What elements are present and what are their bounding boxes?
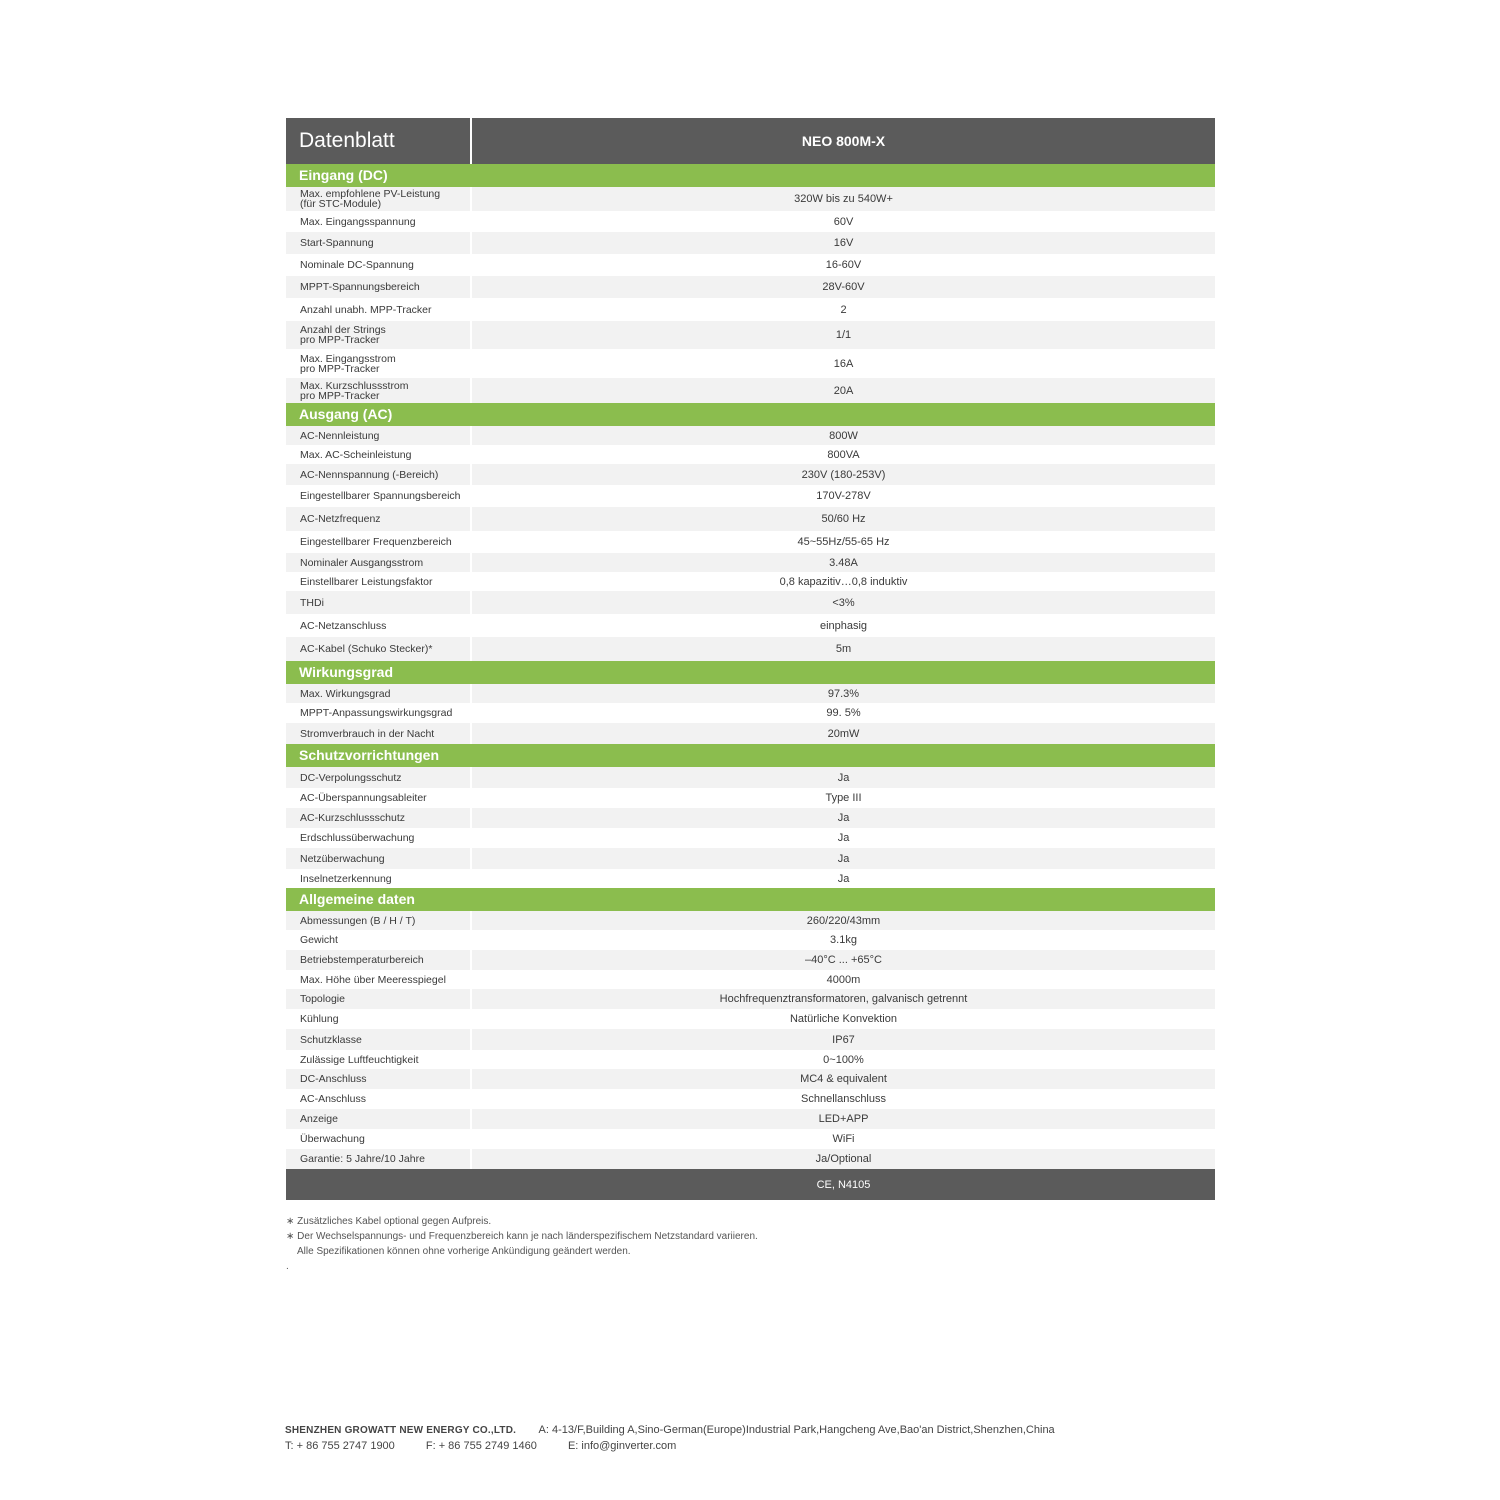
spec-label	[286, 1029, 472, 1050]
spec-label	[286, 1109, 472, 1129]
spec-label	[286, 591, 472, 614]
table-row	[286, 1109, 1215, 1129]
table-row	[286, 614, 1215, 637]
spec-label-text: Max. empfohlene PV-Leistung (für STC-Module)	[300, 188, 441, 210]
spec-label-text: AC-Nennspannung (-Bereich)	[300, 468, 439, 481]
table-row	[286, 531, 1215, 553]
spec-value: Ja	[837, 872, 850, 885]
spec-value: IP67	[832, 1033, 855, 1046]
table-row	[286, 321, 1215, 349]
table-row	[286, 232, 1215, 254]
spec-label	[286, 531, 472, 553]
spec-label	[286, 349, 472, 378]
spec-label	[286, 950, 472, 970]
spec-value: <3%	[832, 596, 855, 609]
spec-label-text: Max. Höhe über Meeresspiegel	[300, 973, 446, 986]
spec-label-text: AC-Kurzschlussschutz	[300, 812, 406, 824]
table-row	[286, 1069, 1215, 1089]
spec-label	[286, 507, 472, 531]
spec-value: Ja	[837, 852, 850, 865]
spec-value: 2	[840, 303, 847, 316]
table-row	[286, 989, 1215, 1009]
spec-label	[286, 1050, 472, 1069]
table-row	[286, 591, 1215, 614]
section-header: Allgemeine daten	[286, 888, 1215, 911]
spec-label-text: Nominaler Ausgangsstrom	[300, 556, 424, 569]
spec-value: 260/220/43mm	[806, 914, 881, 927]
spec-label-text: Max. Eingangsspannung	[300, 215, 416, 228]
spec-label-text: Garantie: 5 Jahre/10 Jahre	[300, 1153, 425, 1165]
spec-label	[286, 211, 472, 232]
table-row	[286, 1009, 1215, 1029]
spec-value: 99. 5%	[826, 707, 861, 719]
spec-label-text: AC-Netzanschluss	[300, 619, 387, 632]
section-header: Wirkungsgrad	[286, 661, 1215, 684]
spec-value: 97.3%	[827, 687, 860, 700]
footnote-cable: ∗ Zusätzliches Kabel optional gegen Aufpreis.	[286, 1216, 492, 1227]
footnote-dot: .	[286, 1261, 289, 1272]
spec-value: 60V	[833, 215, 854, 228]
spec-label-text: Max. Wirkungsgrad	[300, 687, 391, 700]
company-line	[285, 1424, 1055, 1436]
spec-label	[286, 254, 472, 276]
spec-label	[286, 485, 472, 507]
spec-label-text: Nominale DC-Spannung	[300, 259, 414, 271]
spec-label	[286, 1149, 472, 1169]
spec-value: 16-60V	[825, 259, 862, 271]
table-row	[286, 869, 1215, 888]
spec-value: 320W bis zu 540W+	[794, 193, 893, 205]
spec-label	[286, 1069, 472, 1089]
table-row	[286, 211, 1215, 232]
spec-label	[286, 684, 472, 703]
spec-label	[286, 788, 472, 808]
spec-label-text: Anzeige	[300, 1113, 338, 1125]
spec-label	[286, 930, 472, 950]
spec-value: Ja	[837, 832, 850, 844]
table-row	[286, 507, 1215, 531]
spec-value: 0~100%	[823, 1053, 864, 1066]
spec-label	[286, 464, 472, 485]
table-row	[286, 254, 1215, 276]
spec-label-text: Netzüberwachung	[300, 852, 385, 865]
spec-label	[286, 276, 472, 298]
table-row	[286, 485, 1215, 507]
phone: T: + 86 755 2747 1900	[285, 1440, 395, 1452]
spec-label-text: MPPT-Anpassungswirkungsgrad	[300, 707, 453, 719]
table-row	[286, 187, 1215, 211]
spec-label-text: Max. Eingangsstrom pro MPP-Tracker	[300, 352, 396, 375]
certification-value: CE, N4105	[816, 1178, 871, 1191]
spec-value: 16V	[833, 237, 854, 249]
email: E: info@ginverter.com	[567, 1440, 677, 1452]
table-row	[286, 1029, 1215, 1050]
spec-label	[286, 869, 472, 888]
datasheet-table	[286, 118, 1215, 1200]
table-row	[286, 349, 1215, 378]
table-row	[286, 276, 1215, 298]
spec-value: 4000m	[826, 973, 861, 986]
contact-line	[285, 1440, 704, 1452]
spec-value: Ja/Optional	[815, 1153, 872, 1165]
spec-label-text: Start-Spannung	[300, 237, 374, 249]
spec-value: 50/60 Hz	[821, 513, 866, 525]
spec-value: 230V (180-253V)	[801, 468, 886, 481]
footnote-standard: ∗ Der Wechselspannungs- und Frequenzbereich kann je nach länderspezifischem Netzstandard variieren. Alle Spezifikationen können ohne vorherige Ankündigung geändert werden.	[286, 1231, 758, 1257]
table-row	[286, 445, 1215, 464]
table-row	[286, 703, 1215, 723]
spec-label-text: AC-Netzfrequenz	[300, 513, 381, 525]
spec-label	[286, 298, 472, 321]
spec-label-text: Stromverbrauch in der Nacht	[300, 727, 435, 740]
table-row	[286, 1050, 1215, 1069]
spec-value: Ja	[837, 771, 850, 784]
spec-label-text: Schutzklasse	[300, 1033, 362, 1046]
spec-label	[286, 378, 472, 403]
table-row	[286, 930, 1215, 950]
spec-label-text: Eingestellbarer Spannungsbereich	[300, 490, 461, 502]
sections	[286, 164, 1215, 1169]
section-header: Schutzvorrichtungen	[286, 744, 1215, 767]
table-row	[286, 808, 1215, 828]
spec-value: LED+APP	[818, 1113, 869, 1125]
spec-label-text: AC-Anschluss	[300, 1093, 366, 1105]
section-header: Ausgang (AC)	[286, 403, 1215, 426]
spec-label-text: Eingestellbarer Frequenzbereich	[300, 536, 452, 548]
spec-value: Hochfrequenztransformatoren, galvanisch getrennt	[719, 993, 968, 1005]
spec-value: 0,8 kapazitiv…0,8 induktiv	[779, 575, 908, 588]
spec-label-text: Anzahl unabh. MPP-Tracker	[300, 303, 432, 316]
spec-label	[286, 321, 472, 349]
table-row	[286, 1129, 1215, 1149]
spec-label	[286, 572, 472, 591]
table-row	[286, 572, 1215, 591]
table-row	[286, 767, 1215, 788]
spec-label	[286, 848, 472, 869]
spec-value: Type III	[825, 792, 862, 804]
spec-label-text: Einstellbarer Leistungsfaktor	[300, 575, 433, 588]
spec-value: 1/1	[835, 329, 852, 341]
spec-value: 16A	[833, 357, 854, 370]
spec-label	[286, 911, 472, 930]
spec-label-text: AC-Nennleistung	[300, 429, 380, 442]
spec-label-text: Abmessungen (B / H / T)	[300, 914, 416, 927]
page-title: Datenblatt	[286, 118, 472, 164]
table-row	[286, 788, 1215, 808]
spec-label	[286, 767, 472, 788]
spec-value: Natürliche Konvektion	[789, 1013, 897, 1025]
spec-value: 5m	[835, 643, 852, 655]
spec-label-text: DC-Anschluss	[300, 1073, 367, 1085]
table-header	[286, 118, 1215, 164]
table-row	[286, 637, 1215, 661]
table-row	[286, 911, 1215, 930]
spec-label-text: AC-Überspannungsableiter	[300, 792, 427, 804]
company-name: SHENZHEN GROWATT NEW ENERGY CO.,LTD.	[285, 1425, 517, 1436]
spec-label-text: Kühlung	[300, 1013, 339, 1025]
spec-label	[286, 426, 472, 445]
spec-label-text: Überwachung	[300, 1133, 365, 1145]
spec-label	[286, 723, 472, 744]
table-row	[286, 1089, 1215, 1109]
spec-label	[286, 553, 472, 572]
model-name: NEO 800M-X	[801, 133, 886, 149]
spec-value: 45~55Hz/55-65 Hz	[797, 536, 890, 548]
spec-label-text: Erdschlussüberwachung	[300, 832, 415, 844]
table-row	[286, 828, 1215, 848]
spec-value: 20mW	[827, 727, 860, 740]
spec-label-text: Zulässige Luftfeuchtigkeit	[300, 1053, 419, 1066]
spec-value: 3.1kg	[830, 934, 857, 946]
spec-label	[286, 1129, 472, 1149]
table-row	[286, 464, 1215, 485]
spec-label	[286, 989, 472, 1009]
table-row	[286, 426, 1215, 445]
spec-label-text: Max. AC-Scheinleistung	[300, 448, 412, 461]
table-row	[286, 378, 1215, 403]
section-header: Eingang (DC)	[286, 164, 1215, 187]
table-row	[286, 723, 1215, 744]
footnotes	[286, 1216, 758, 1276]
spec-label-text: Max. Kurzschlussstrom pro MPP-Tracker	[300, 379, 409, 402]
spec-label-text: Inselnetzerkennung	[300, 872, 392, 885]
spec-value: –40°C ... +65°C	[805, 954, 882, 966]
table-row	[286, 298, 1215, 321]
spec-value: einphasig	[819, 619, 868, 632]
table-row	[286, 970, 1215, 989]
spec-label-text: MPPT-Spannungsbereich	[300, 281, 420, 293]
spec-value: 800W	[829, 429, 858, 442]
spec-value: 20A	[833, 384, 854, 397]
spec-label	[286, 703, 472, 723]
spec-value: Schnellanschluss	[801, 1093, 886, 1105]
spec-label	[286, 1089, 472, 1109]
spec-label	[286, 445, 472, 464]
spec-value: 28V-60V	[822, 281, 865, 293]
spec-label-text: THDi	[300, 596, 324, 609]
spec-label-text: AC-Kabel (Schuko Stecker)*	[300, 643, 433, 655]
spec-value: MC4 & equivalent	[800, 1073, 887, 1085]
spec-label	[286, 828, 472, 848]
table-row	[286, 684, 1215, 703]
spec-label-text: Topologie	[300, 993, 345, 1005]
table-row	[286, 950, 1215, 970]
spec-label	[286, 232, 472, 254]
spec-label	[286, 970, 472, 989]
spec-label	[286, 637, 472, 661]
spec-label	[286, 187, 472, 211]
spec-label-text: Betriebstemperaturbereich	[300, 954, 424, 966]
fax: F: + 86 755 2749 1460	[425, 1440, 537, 1452]
spec-value: 170V-278V	[816, 490, 871, 502]
table-row	[286, 553, 1215, 572]
spec-label-text: Gewicht	[300, 934, 338, 946]
spec-label-text: DC-Verpolungsschutz	[300, 771, 402, 784]
table-row	[286, 848, 1215, 869]
spec-value: 3.48A	[829, 556, 858, 569]
spec-label	[286, 614, 472, 637]
spec-label	[286, 808, 472, 828]
spec-value: Ja	[837, 812, 850, 824]
spec-label	[286, 1009, 472, 1029]
table-row	[286, 1149, 1215, 1169]
spec-label-text: Anzahl der Strings pro MPP-Tracker	[300, 324, 386, 346]
spec-value: 800VA	[827, 448, 860, 461]
company-address: A: 4-13/F,Building A,Sino-German(Europe)Industrial Park,Hangcheng Ave,Bao'an District,Shenzhen,China	[538, 1424, 1055, 1436]
certification-row	[286, 1169, 1215, 1200]
spec-value: WiFi	[832, 1133, 855, 1145]
